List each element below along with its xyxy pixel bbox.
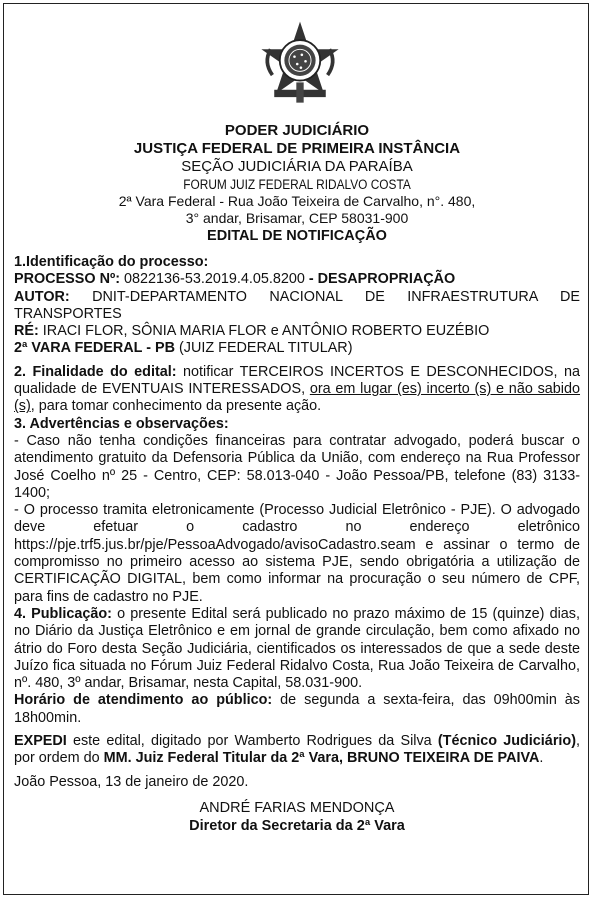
- advertencia-item-2: - O processo tramita eletronicamente (Processo Judicial Eletrônico - PJE). O advogado deve efetuar o cadastro no endereço eletrônico https://pje.trf5.jus.br/pje/PessoaAdvogado/avisoCadastro.seam e assinar o termo de compromisso no primeiro acesso ao sistema PJE, sendo obrigatória a utilização de CERTIFICAÇÃO DIGITAL, bem como informar na procuração o seu número de CPF, para fins de cadastro no PJE.: [14, 502, 580, 605]
- date-line: João Pessoa, 13 de janeiro de 2020.: [14, 773, 249, 790]
- section-1-heading: 1.Identificação do processo:: [14, 254, 209, 270]
- signature-block: [14, 799, 580, 835]
- header-line-6: 3° andar, Brisamar, CEP 58031-900: [185, 210, 409, 226]
- header-line-4: FORUM JUIZ FEDERAL RIDALVO COSTA: [183, 177, 411, 192]
- header-line-2: JUSTIÇA FEDERAL DE PRIMEIRA INSTÂNCIA: [133, 140, 461, 157]
- autor-line: AUTOR: DNIT-DEPARTAMENTO NACIONAL DE INFRAESTRUTURA DE TRANSPORTES: [14, 288, 580, 322]
- processo-line: PROCESSO Nº: 0822136-53.2019.4.05.8200 - DESAPROPRIAÇÃO: [14, 271, 456, 288]
- document-title: EDITAL DE NOTIFICAÇÃO: [207, 228, 387, 244]
- document-body: [14, 254, 580, 835]
- vara-line: 2ª VARA FEDERAL - PB (JUIZ FEDERAL TITULAR): [14, 340, 353, 357]
- section-3-heading: 3. Advertências e observações:: [14, 415, 229, 432]
- horario-paragraph: Horário de atendimento ao público: de segunda a sexta-feira, das 09h00min às 18h00min.: [14, 692, 581, 726]
- publicacao-paragraph: 4. Publicação: o presente Edital será publicado no prazo máximo de 15 (quinze) dias, no Diário da Justiça Eletrônico e em jornal de grande circulação, bem como afixado no átrio do Foro desta Seção Judiciária, cientificados os interessados de que a sede deste Juízo fica situada no Fórum Juiz Federal Ridalvo Costa, Rua João Teixeira de Carvalho, nº. 480, 3º andar, Brisamar, nesta Capital, 58.031-900.: [14, 605, 580, 692]
- re-line: RÉ: IRACI FLOR, SÔNIA MARIA FLOR e ANTÔNIO ROBERTO EUZÉBIO: [14, 323, 490, 340]
- signer-role: Diretor da Secretaria da 2ª Vara: [189, 817, 405, 834]
- document-header: [4, 122, 590, 245]
- header-line-5: 2ª Vara Federal - Rua João Teixeira de Carvalho, n°. 480,: [118, 193, 476, 209]
- brazil-coat-of-arms-icon: [254, 18, 346, 110]
- expedi-paragraph: EXPEDI este edital, digitado por Wamberto Rodrigues da Silva (Técnico Judiciário), por ordem do MM. Juiz Federal Titular da 2ª Vara, BRUNO TEIXEIRA DE PAIVA.: [14, 733, 580, 767]
- signer-name: ANDRÉ FARIAS MENDONÇA: [199, 799, 395, 816]
- header-line-1: PODER JUDICIÁRIO: [224, 122, 370, 139]
- advertencia-item-1: - Caso não tenha condições financeiras para contratar advogado, poderá buscar o atendimento gratuito da Defensoria Pública da União, com endereço na Rua Professor José Coelho nº 25 - Centro, CEP: 58.013-040 - João Pessoa/PB, telefone (83) 3133-1400;: [14, 432, 580, 501]
- header-line-3: SEÇÃO JUDICIÁRIA DA PARAÍBA: [181, 158, 413, 175]
- edital-page: [3, 3, 589, 895]
- finalidade-paragraph: 2. Finalidade do edital: notificar TERCEIROS INCERTOS E DESCONHECIDOS, na qualidade de EVENTUAIS INTERESSADOS, ora em lugar (es) incerto (s) e não sabido (s), para tomar conhecimento da presente ação.: [14, 363, 581, 415]
